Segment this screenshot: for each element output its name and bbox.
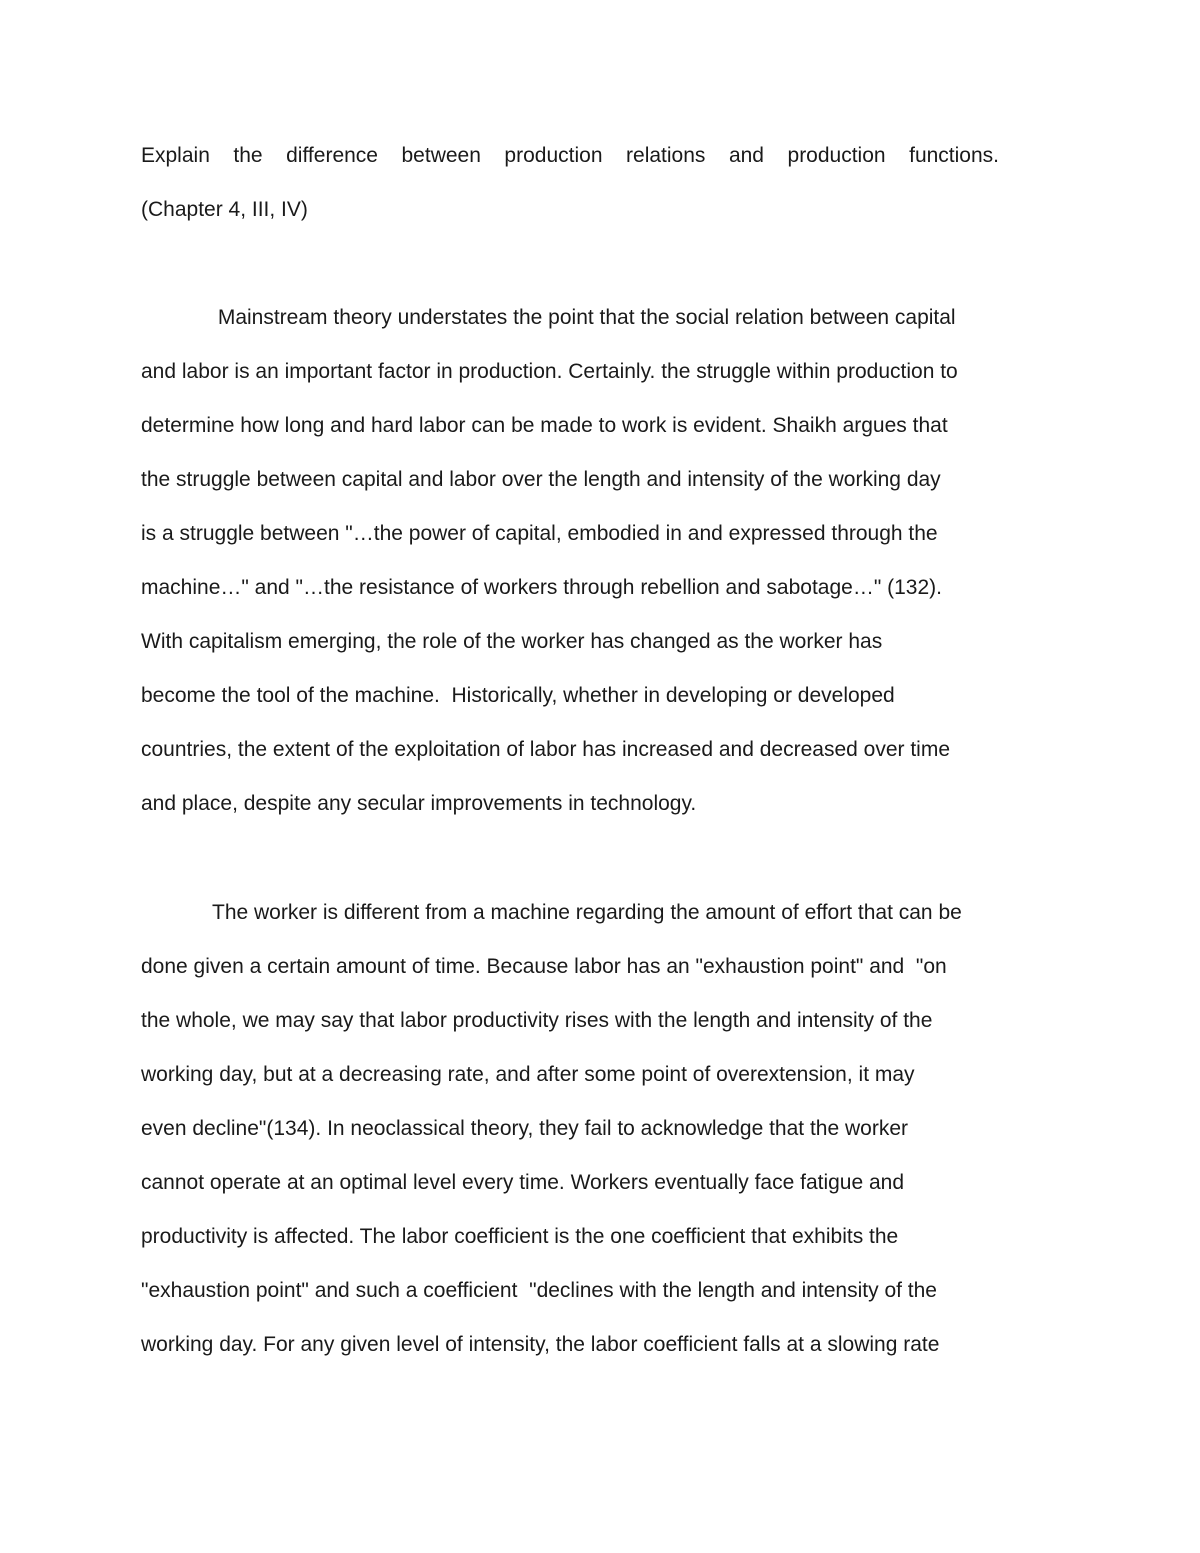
paragraph-2-line: cannot operate at an optimal level every time. Workers eventually face fatigue and — [141, 1171, 905, 1194]
paragraph-2-line: productivity is affected. The labor coefficient is the one coefficient that exhibits the — [141, 1225, 899, 1248]
paragraph-1-line: determine how long and hard labor can be made to work is evident. Shaikh argues that — [141, 414, 948, 437]
paragraph-1-line: machine…" and "…the resistance of workers through rebellion and sabotage…" (132). — [141, 576, 942, 599]
paragraph-2-line: even decline"(134). In neoclassical theory, they fail to acknowledge that the worker — [141, 1117, 908, 1140]
paragraph-2-line: The worker is different from a machine regarding the amount of effort that can be — [212, 901, 962, 924]
paragraph-2-line: working day, but at a decreasing rate, and after some point of overextension, it may — [141, 1063, 915, 1086]
paragraph-2-line: working day. For any given level of intensity, the labor coefficient falls at a slowing rate — [141, 1333, 940, 1356]
paragraph-2-line: the whole, we may say that labor productivity rises with the length and intensity of the — [141, 1009, 933, 1032]
paragraph-2-line: done given a certain amount of time. Because labor has an "exhaustion point" and "on — [141, 955, 947, 978]
paragraph-1-line: and labor is an important factor in production. Certainly. the struggle within production to — [141, 360, 958, 383]
paragraph-1-line: the struggle between capital and labor over the length and intensity of the working day — [141, 468, 941, 491]
paragraph-1-line: Mainstream theory understates the point that the social relation between capital — [212, 306, 956, 329]
question-line-2: (Chapter 4, III, IV) — [141, 198, 308, 221]
paragraph-1-line: With capitalism emerging, the role of the worker has changed as the worker has — [141, 630, 883, 653]
paragraph-1-line: become the tool of the machine. Historically, whether in developing or developed — [141, 684, 895, 707]
paragraph-1-line: countries, the extent of the exploitation of labor has increased and decreased over time — [141, 738, 950, 761]
paragraph-1-line: is a struggle between "…the power of capital, embodied in and expressed through the — [141, 522, 938, 545]
paragraph-2-line: "exhaustion point" and such a coefficient "declines with the length and intensity of the — [141, 1279, 937, 1302]
question-line-1: Explain the difference between production relations and production functions. — [141, 144, 999, 167]
paragraph-1-line: and place, despite any secular improvements in technology. — [141, 792, 697, 815]
